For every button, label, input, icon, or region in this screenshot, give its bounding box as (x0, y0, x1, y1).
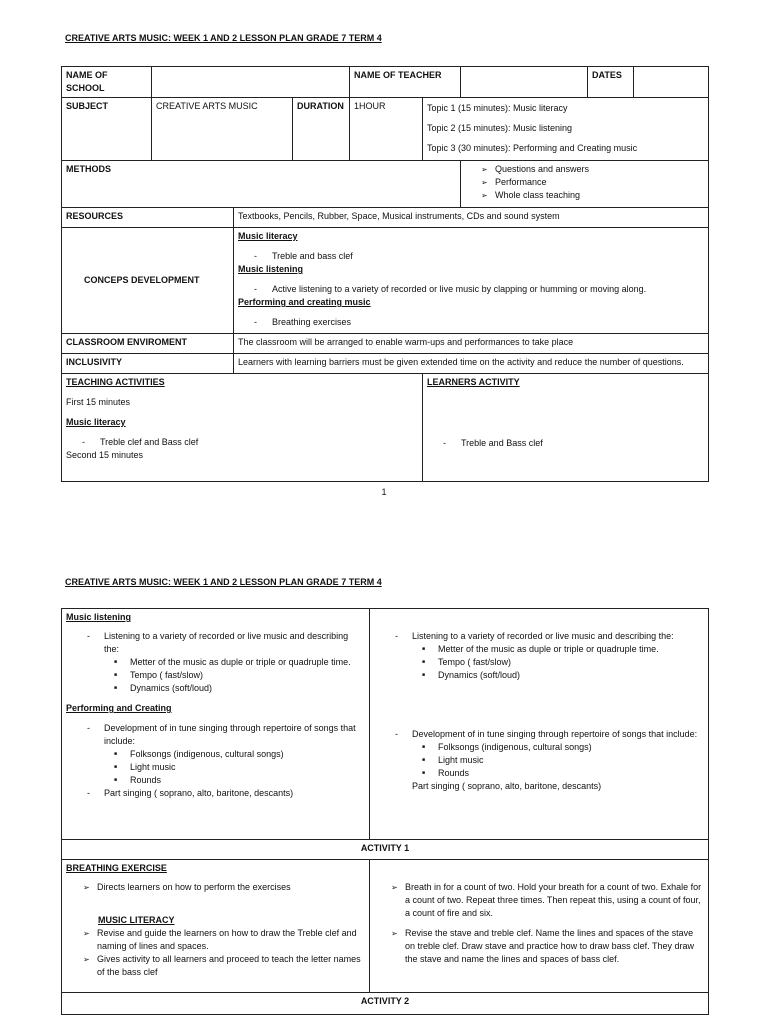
learner-listening-cell (370, 609, 709, 840)
page2-title: CREATIVE ARTS MUSIC: WEEK 1 AND 2 LESSON PLAN GRADE 7 TERM 4 (65, 577, 382, 587)
name-of-teacher-value (461, 67, 588, 98)
listening-line: - Listening to a variety of recorded or live music and describing the: (374, 630, 704, 643)
concept-heading-music-listening: Music listening (238, 264, 304, 274)
song-bullet: ■ Rounds (114, 774, 365, 787)
methods-label: METHODS (62, 161, 461, 208)
concepts-cell (234, 228, 709, 334)
dates-value (634, 67, 709, 98)
listening-bullet: ■ Tempo ( fast/slow) (422, 656, 704, 669)
music-literacy-heading: MUSIC LITERACY (98, 915, 175, 925)
song-bullet: ■ Folksongs (indigenous, cultural songs) (422, 741, 704, 754)
music-literacy-heading: Music literacy (66, 417, 126, 427)
duration-value: 1HOUR (350, 98, 423, 161)
listening-line: - Listening to a variety of recorded or live music and describing the: (66, 630, 365, 656)
concept-item: - Treble and bass clef (254, 251, 353, 261)
topic-1: Topic 1 (15 minutes): Music literacy (427, 103, 568, 113)
method-item: ➢ Whole class teaching (481, 189, 704, 202)
subject-label: SUBJECT (62, 98, 152, 161)
topics-cell (423, 98, 709, 161)
teaching-activities-cell (62, 374, 423, 482)
song-bullet: ■ Rounds (422, 767, 704, 780)
resources-label: RESOURCES (62, 208, 234, 228)
topic-2: Topic 2 (15 minutes): Music listening (427, 123, 573, 133)
inclusivity-label: INCLUSIVITY (62, 354, 234, 374)
breath-in-item: ➢ Breath in for a count of two. Hold your breath for a count of two. Exhale for a count of two. Repeat three times. Then repeat this, using a count of four, a count of fire and six. (391, 881, 704, 920)
inclusivity-value: Learners with learning barriers must be given extended time on the activity and reduce the number of questions. (234, 354, 709, 374)
methods-list (461, 161, 709, 208)
name-of-school-value (152, 67, 350, 98)
learners-activity-cell (423, 374, 709, 482)
listening-bullet: ■ Tempo ( fast/slow) (114, 669, 365, 682)
directs-item: ➢ Directs learners on how to perform the exercises (83, 881, 365, 894)
listening-bullet: ■ Metter of the music as duple or triple or quadruple time. (114, 656, 365, 669)
teaching-item: - Treble clef and Bass clef (82, 437, 199, 447)
classroom-value: The classroom will be arranged to enable warm-ups and performances to take place (234, 334, 709, 354)
lesson-plan-table-1 (61, 66, 709, 482)
learner-breathing-cell (370, 860, 709, 993)
music-listening-heading: Music listening (66, 612, 132, 622)
development-line: - Development of in tune singing through repertoire of songs that include: (66, 722, 365, 748)
concept-heading-music-literacy: Music literacy (238, 231, 298, 241)
teaching-activities-label: TEACHING ACTIVITIES (66, 377, 165, 387)
lesson-plan-table-2 (61, 608, 709, 1015)
name-of-teacher-label: NAME OF TEACHER (350, 67, 461, 98)
learners-item: - Treble and Bass clef (443, 438, 543, 448)
part-singing-line: - Part singing ( soprano, alto, baritone, descants) (66, 787, 365, 800)
classroom-label: CLASSROOM ENVIROMENT (62, 334, 234, 354)
listening-bullet: ■ Dynamics (soft/loud) (114, 682, 365, 695)
page1-title: CREATIVE ARTS MUSIC: WEEK 1 AND 2 LESSON PLAN GRADE 7 TERM 4 (65, 33, 382, 43)
performing-heading: Performing and Creating (66, 703, 172, 713)
concept-heading-performing: Performing and creating music (238, 297, 371, 307)
listening-bullet: ■ Metter of the music as duple or triple or quadruple time. (422, 643, 704, 656)
gives-activity-item: ➢ Gives activity to all learners and proceed to teach the letter names of the bass clef (83, 953, 365, 979)
song-bullet: ■ Light music (422, 754, 704, 767)
learners-activity-label: LEARNERS ACTIVITY (427, 377, 520, 387)
teacher-listening-cell (62, 609, 370, 840)
part-singing-line: Part singing ( soprano, alto, baritone, descants) (412, 781, 602, 791)
revise-stave-item: ➢ Revise the stave and treble clef. Name the lines and spaces of the stave on treble clef. Draw stave and practice how to draw bass clef. They draw the stave and name the lines and spaces of bass clef. (391, 927, 704, 966)
dates-label: DATES (588, 67, 634, 98)
song-bullet: ■ Light music (114, 761, 365, 774)
revise-guide-item: ➢ Revise and guide the learners on how to draw the Treble clef and naming of lines and spaces. (83, 927, 365, 953)
method-item: ➢ Questions and answers (481, 163, 704, 176)
topic-3: Topic 3 (30 minutes): Performing and Creating music (427, 143, 638, 153)
method-item: ➢ Performance (481, 176, 704, 189)
first-15-minutes: First 15 minutes (66, 397, 131, 407)
duration-label: DURATION (293, 98, 350, 161)
teacher-breathing-cell (62, 860, 370, 993)
breathing-exercise-heading: BREATHING EXERCISE (66, 863, 167, 873)
song-bullet: ■ Folksongs (indigenous, cultural songs) (114, 748, 365, 761)
page-number: 1 (381, 487, 387, 497)
second-15-minutes: Second 15 minutes (66, 450, 144, 460)
resources-value: Textbooks, Pencils, Rubber, Space, Musical instruments, CDs and sound system (234, 208, 709, 228)
activity-2-label: ACTIVITY 2 (62, 993, 709, 1015)
concept-item: - Active listening to a variety of recorded or live music by clapping or humming or moving along. (254, 284, 647, 294)
activity-1-label: ACTIVITY 1 (62, 840, 709, 860)
concept-item: - Breathing exercises (254, 317, 352, 327)
concepts-label: CONCEPS DEVELOPMENT (62, 228, 234, 334)
listening-bullet: ■ Dynamics (soft/loud) (422, 669, 704, 682)
development-line: - Development of in tune singing through repertoire of songs that include: (374, 728, 704, 741)
name-of-school-label: NAME OF SCHOOL (62, 67, 152, 98)
subject-value: CREATIVE ARTS MUSIC (152, 98, 293, 161)
